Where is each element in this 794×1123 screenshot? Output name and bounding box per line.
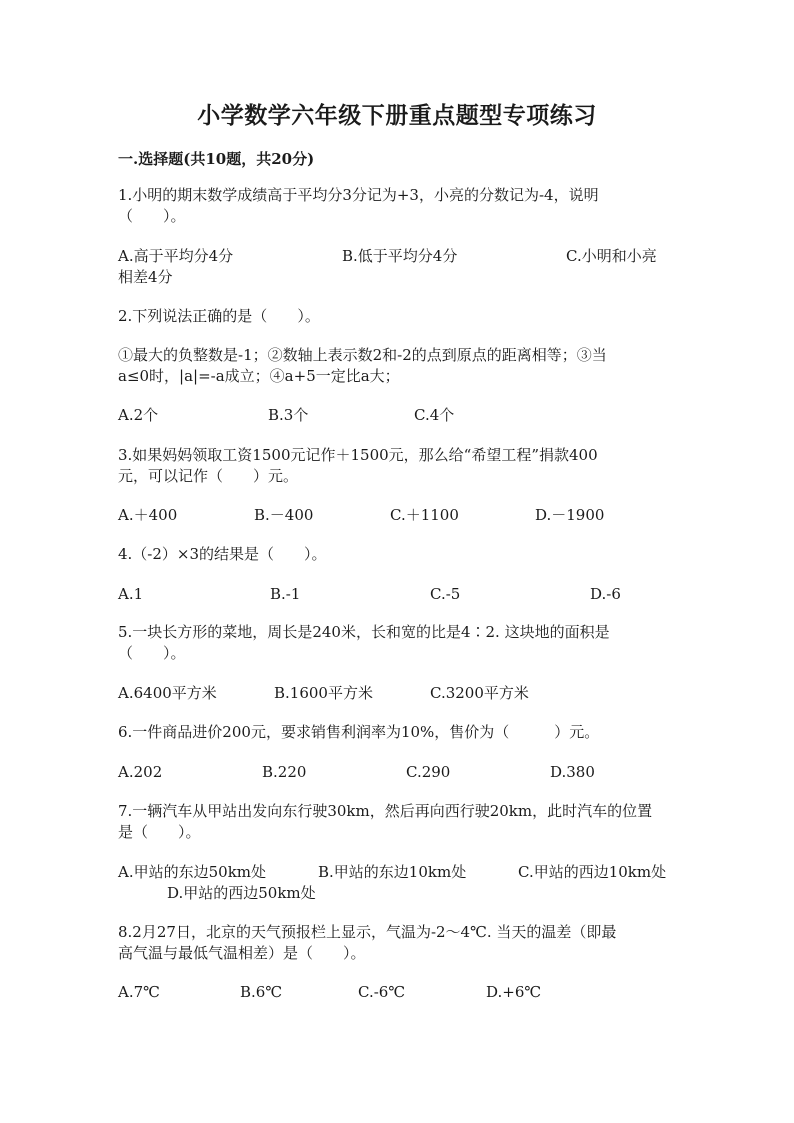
stem-line: 是（ ）。: [118, 823, 201, 841]
question-2-statements: [118, 345, 688, 387]
question-8-options: [0, 982, 794, 1003]
page-title: 小学数学六年级下册重点题型专项练习: [197, 102, 597, 129]
option-c: C.甲站的西边10km处: [518, 863, 667, 881]
stem-line: 4.（-2）×3的结果是（ ）。: [118, 545, 327, 563]
option-b: B.甲站的东边10km处: [318, 863, 467, 881]
stem-line: 元，可以记作（ ）元。: [118, 467, 299, 485]
option-b: B.6℃: [240, 983, 283, 1001]
option-c: C.4个: [414, 406, 455, 424]
option-c: C.小明和小亮: [566, 247, 657, 265]
stem-line: 5.一块长方形的菜地，周长是240米，长和宽的比是4∶2. 这块地的面积是: [118, 623, 610, 641]
option-c: C.-5: [430, 585, 461, 603]
option-c: C.-6℃: [358, 983, 406, 1001]
option-b: B.220: [262, 763, 307, 781]
option-a: A.7℃: [118, 983, 160, 1001]
stem-line: （ ）。: [118, 644, 186, 662]
option-b: B.3个: [268, 406, 309, 424]
question-3-stem: [118, 445, 678, 487]
option-c-continued: 相差4分: [118, 268, 173, 286]
statement-line: a≤0时，|a|=-a成立；④a+5一定比a大；: [118, 367, 400, 385]
stem-line: 3.如果妈妈领取工资1500元记作＋1500元，那么给“希望工程”捐款400: [118, 446, 598, 464]
option-b: B.低于平均分4分: [342, 247, 458, 265]
option-a: A.1: [118, 585, 144, 603]
question-7-options: [0, 862, 794, 902]
question-1-stem: [118, 185, 678, 227]
question-2-stem: [118, 306, 678, 327]
question-5-stem: [118, 622, 678, 664]
stem-line: 6.一件商品进价200元，要求销售利润率为10%，售价为（ ）元。: [118, 723, 600, 741]
option-d: D.甲站的西边50km处: [167, 884, 316, 902]
option-c: C.290: [406, 763, 451, 781]
statement-line: ①最大的负整数是-1；②数轴上表示数2和-2的点到原点的距离相等；③当: [118, 346, 607, 364]
option-b: B.－400: [254, 506, 314, 524]
stem-line: 2.下列说法正确的是（ ）。: [118, 307, 320, 325]
question-2-options: [0, 405, 794, 426]
option-c: C.＋1100: [390, 506, 459, 524]
option-d: D.380: [550, 763, 595, 781]
option-b: B.1600平方米: [274, 684, 373, 702]
question-8-stem: [118, 922, 678, 964]
question-6-options: [0, 762, 794, 783]
stem-line: 7.一辆汽车从甲站出发向东行驶30km，然后再向西行驶20km，此时汽车的位置: [118, 802, 653, 820]
option-a: A.甲站的东边50km处: [118, 863, 267, 881]
option-d: D.－1900: [535, 506, 605, 524]
option-a: A.6400平方米: [118, 684, 217, 702]
option-d: D.-6: [590, 585, 621, 603]
stem-line: 8.2月27日，北京的天气预报栏上显示，气温为-2～4℃. 当天的温差（即最: [118, 923, 617, 941]
option-d: D.+6℃: [486, 983, 542, 1001]
question-5-options: [0, 683, 794, 704]
question-3-options: [0, 505, 794, 526]
question-1-options: [0, 246, 794, 286]
question-6-stem: [118, 722, 678, 743]
option-a: A.高于平均分4分: [118, 247, 234, 265]
stem-line: （ ）。: [118, 207, 186, 225]
question-7-stem: [118, 801, 688, 843]
option-a: A.202: [118, 763, 163, 781]
stem-line: 高气温与最低气温相差）是（ ）。: [118, 944, 366, 962]
option-c: C.3200平方米: [430, 684, 529, 702]
option-a: A.＋400: [118, 506, 178, 524]
question-4-options: [0, 584, 794, 605]
option-a: A.2个: [118, 406, 159, 424]
option-b: B.-1: [270, 585, 301, 603]
section-heading: 一.选择题(共10题，共20分): [118, 150, 315, 168]
question-4-stem: [118, 544, 678, 565]
stem-line: 1.小明的期末数学成绩高于平均分3分记为+3，小亮的分数记为-4，说明: [118, 186, 599, 204]
